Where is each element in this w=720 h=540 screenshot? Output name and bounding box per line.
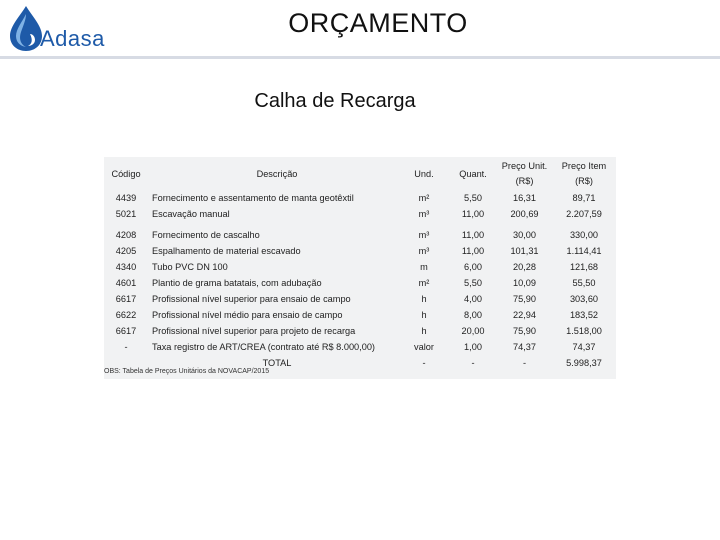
row-description: Tubo PVC DN 100 — [152, 262, 228, 272]
table-row — [104, 340, 616, 355]
row-unit: m³ — [418, 209, 430, 219]
row-unit-price: 74,37 — [513, 342, 536, 352]
row-description: Profissional nível superior para projeto de recarga — [152, 326, 356, 336]
table-row — [104, 324, 616, 339]
row-quantity: 4,00 — [464, 294, 482, 304]
row-unit-price: 16,31 — [513, 193, 536, 203]
row-description: Espalhamento de material escavado — [152, 246, 301, 256]
row-description: Profissional nível superior para ensaio de campo — [152, 294, 351, 304]
row-item-price: 330,00 — [569, 230, 599, 240]
row-unit: m — [420, 262, 428, 272]
page-title: ORÇAMENTO — [288, 8, 468, 38]
table-row — [104, 308, 616, 323]
row-unit: m² — [418, 193, 430, 203]
source-note: OBS: Tabela de Preços Unitários da NOVACAP/2015 — [104, 368, 270, 375]
table-row — [104, 276, 616, 291]
row-code: - — [124, 342, 128, 352]
row-unit-price: 75,90 — [513, 294, 536, 304]
row-item-price: 183,52 — [569, 310, 599, 320]
total-unit: - — [422, 358, 426, 368]
row-item-price: 2.207,59 — [566, 209, 602, 219]
row-quantity: 8,00 — [464, 310, 482, 320]
row-code: 6617 — [115, 326, 137, 336]
row-unit-price: 200,69 — [510, 209, 539, 219]
row-unit: m² — [418, 278, 430, 288]
header-description: Descrição — [256, 169, 298, 179]
row-code: 6622 — [115, 310, 137, 320]
header-unit-price-line1: Preço Unit. — [501, 161, 548, 171]
row-code: 4601 — [115, 278, 137, 288]
row-item-price: 89,71 — [572, 193, 596, 203]
table-row — [104, 260, 616, 275]
row-quantity: 11,00 — [461, 246, 485, 256]
row-unit-price: 75,90 — [513, 326, 536, 336]
row-quantity: 1,00 — [464, 342, 482, 352]
row-unit-price: 101,31 — [510, 246, 539, 256]
table-row — [104, 292, 616, 307]
row-unit: m³ — [418, 230, 430, 240]
row-quantity: 5,50 — [464, 278, 482, 288]
budget-subtitle: Calha de Recarga — [254, 90, 416, 112]
row-quantity: 11,00 — [461, 230, 485, 240]
header-item-price-line1: Preço Item — [561, 161, 607, 171]
row-unit: valor — [414, 342, 434, 352]
row-description: Profissional nível médio para ensaio de campo — [152, 310, 343, 320]
row-item-price: 1.518,00 — [566, 326, 602, 336]
budget-table — [104, 157, 616, 379]
row-description: Fornecimento e assentamento de manta geotêxtil — [152, 193, 354, 203]
row-unit-price: 22,94 — [513, 310, 536, 320]
row-item-price: 121,68 — [569, 262, 599, 272]
total-value: 5.998,37 — [566, 358, 602, 368]
row-code: 5021 — [115, 209, 137, 219]
row-description: Escavação manual — [152, 209, 230, 219]
row-unit: h — [421, 294, 427, 304]
table-row — [104, 191, 616, 206]
header-item-price — [556, 159, 612, 189]
logo-text: Adasa — [40, 26, 105, 51]
row-unit-price: 30,00 — [513, 230, 536, 240]
row-quantity: 6,00 — [464, 262, 482, 272]
row-item-price: 1.114,41 — [566, 246, 602, 256]
title-divider — [0, 56, 720, 59]
header-unit-price-line2: (R$) — [515, 176, 534, 186]
header-unit: Und. — [414, 169, 434, 179]
row-unit: h — [421, 326, 427, 336]
table-row — [104, 244, 616, 259]
row-code: 4208 — [115, 230, 137, 240]
row-description: Taxa registro de ART/CREA (contrato até R$ 8.000,00) — [152, 342, 375, 352]
header-item-price-line2: (R$) — [575, 176, 593, 186]
row-description: Fornecimento de cascalho — [152, 230, 260, 240]
row-code: 6617 — [115, 294, 137, 304]
table-row — [104, 207, 616, 222]
total-quantity: - — [471, 358, 475, 368]
row-quantity: 5,50 — [464, 193, 482, 203]
header-quantity: Quant. — [459, 169, 487, 179]
row-quantity: 20,00 — [461, 326, 485, 336]
row-unit-price: 20,28 — [513, 262, 536, 272]
row-description: Plantio de grama batatais, com adubação — [152, 278, 322, 288]
row-unit: h — [421, 310, 427, 320]
row-item-price: 74,37 — [572, 342, 596, 352]
table-row — [104, 228, 616, 243]
row-item-price: 303,60 — [569, 294, 599, 304]
row-unit: m³ — [418, 246, 430, 256]
table-header — [104, 159, 616, 189]
row-code: 4439 — [115, 193, 137, 203]
row-item-price: 55,50 — [572, 278, 596, 288]
total-label: TOTAL — [262, 358, 292, 368]
row-code: 4205 — [115, 246, 137, 256]
row-code: 4340 — [115, 262, 137, 272]
row-quantity: 11,00 — [461, 209, 485, 219]
total-unit-price: - — [522, 358, 527, 368]
row-unit-price: 10,09 — [513, 278, 536, 288]
header-unit-price — [497, 159, 552, 189]
header-code: Código — [111, 169, 141, 179]
